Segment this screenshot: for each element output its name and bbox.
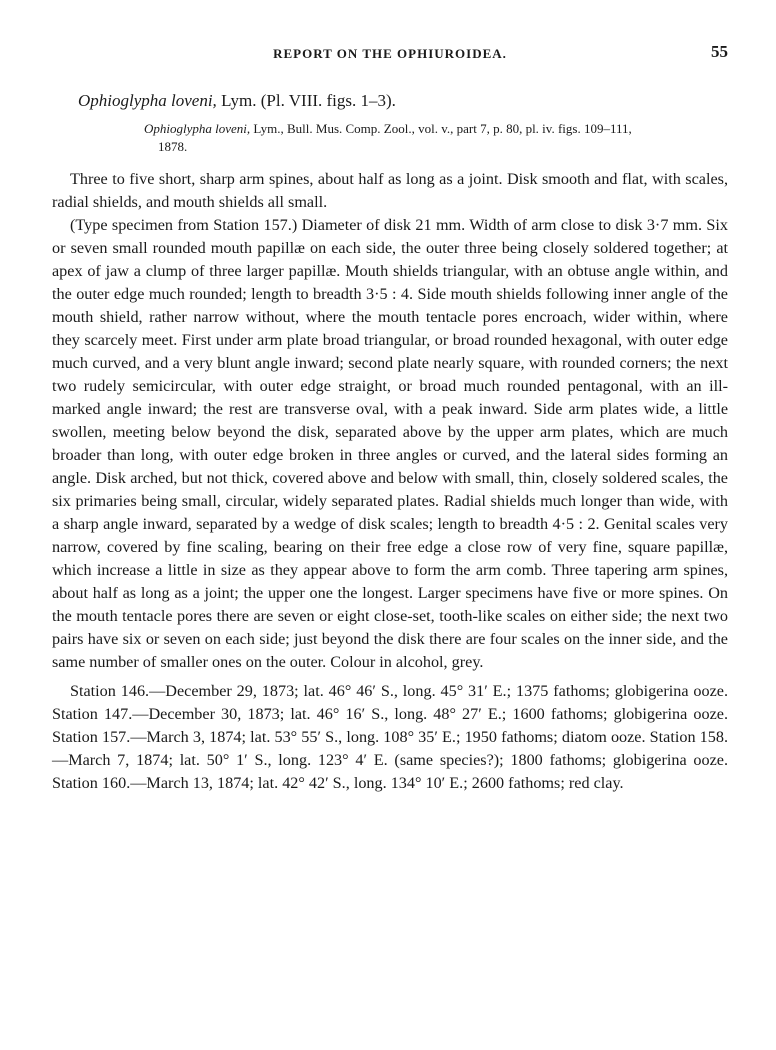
stations-paragraph: Station 146.—December 29, 1873; lat. 46° 46′ S., long. 45° 31′ E.; 1375 fathoms; globigerina ooze. Station 147.—December 30, 1873; lat. 46° 16′ S., long. 48° 27′ E.; 1600 fathoms; globigerina ooze. Station 157.—March 3, 1874; lat. 53° 55′ S., long. 108° 35′ E.; 1950 fathoms; diatom ooze. Station 158.—March 7, 1874; lat. 50° 1′ S., long. 123° 4′ E. (same species?); 1800 fathoms; globigerina ooze. Station 160.—March 13, 1874; lat. 42° 42′ S., long. 134° 10′ E.; 2600 fathoms; red clay. — [52, 682, 728, 792]
synonymy-reference: Lym., Bull. Mus. Comp. Zool., vol. v., part 7, p. 80, pl. iv. figs. 109–111, — [250, 121, 632, 136]
synonymy-year: 1878. — [158, 139, 188, 154]
running-head — [52, 40, 728, 68]
species-name: Ophioglypha loveni, — [78, 91, 217, 110]
species-heading — [78, 90, 728, 112]
document-page — [52, 40, 728, 795]
summary-paragraph: Three to five short, sharp arm spines, about half as long as a joint. Disk smooth and flat, with scales, radial shields, and mouth shields all small. — [52, 170, 728, 211]
running-title: REPORT ON THE OPHIUROIDEA. — [273, 46, 507, 61]
description-paragraph: (Type specimen from Station 157.) Diameter of disk 21 mm. Width of arm close to disk 3·7 mm. Six or seven small rounded mouth papillæ on each side, the outer three being closely soldered together; at apex of jaw a clump of three larger papillæ. Mouth shields triangular, with an obtuse angle within, and the outer edge much rounded; length to breadth 3·5 : 4. Side mouth shields following inner angle of the mouth shield, rather narrow without, where the mouth tentacle pores encroach, wider within, where they scarcely meet. First under arm plate broad triangular, or broad rounded hexagonal, with outer edge much curved, and a very blunt angle inward; second plate nearly square, with rounded corners; the next two rudely semicircular, with outer edge straight, or broad much rounded pentagonal, with an ill-marked angle inward; the rest are transverse oval, with a peak inward. Side arm plates wide, a little swollen, meeting below beyond the disk, separated above by the upper arm plates, which are much broader than long, with outer edge broken in three angles or curved, and the lateral sides forming an angle. Disk arched, but not thick, covered above and below with small, thin, closely soldered scales, the six primaries being small, circular, widely separated plates. Radial shields much longer than wide, with a sharp angle inward, separated by a wedge of disk scales; length to breadth 4·5 : 2. Genital scales very narrow, covered by fine scaling, bearing on their free edge a close row of very fine, square papillæ, which increase a little in size as they appear above to form the arm comb. Three tapering arm spines, about half as long as a joint; the upper one the longest. Larger specimens have five or more spines. On the mouth tentacle pores there are seven or eight close-set, tooth-like scales on either side; the next two pairs have six or seven on each side; just beyond the disk there are four scales on the inner side, and the same number of smaller ones on the outer. Colour in alcohol, grey. — [52, 216, 728, 671]
synonymy-citation — [144, 120, 728, 156]
page-number: 55 — [711, 42, 728, 61]
synonymy-name: Ophioglypha loveni, — [144, 121, 251, 136]
species-author: Lym. (Pl. VIII. figs. 1–3). — [216, 91, 396, 110]
